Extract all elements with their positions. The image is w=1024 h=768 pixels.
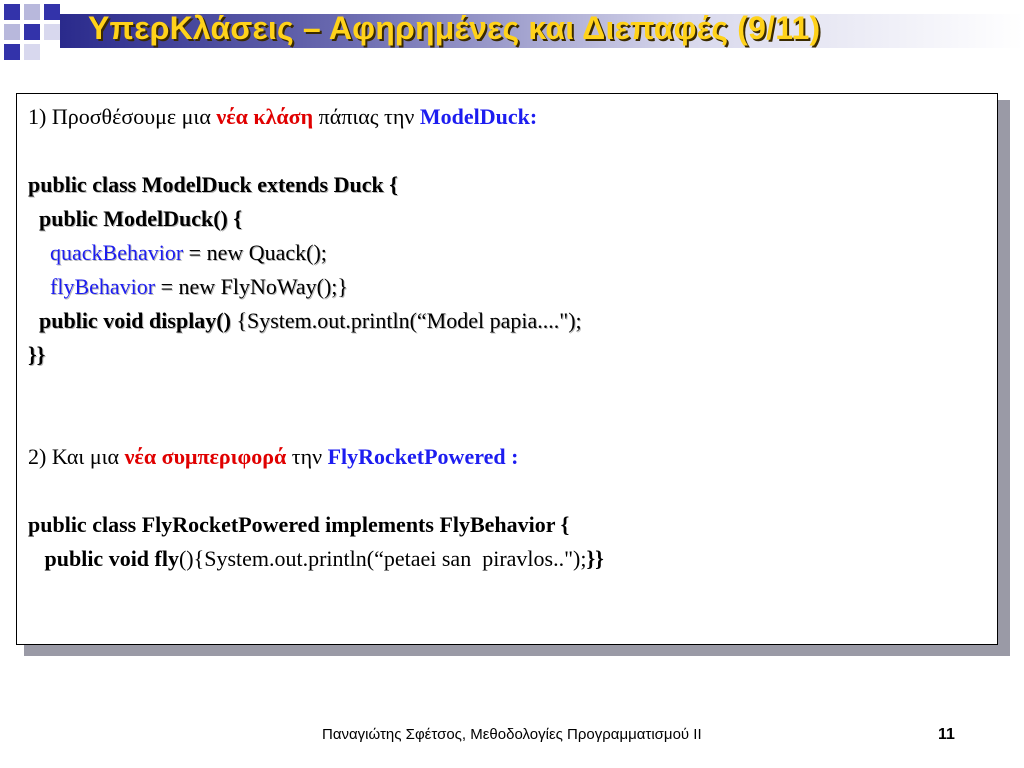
line-7: }} — [28, 342, 46, 367]
line-10: public void fly(){System.out.println(“petaei san piravlos..");}} — [28, 546, 604, 571]
blank-line — [28, 406, 988, 440]
line-2: public class ModelDuck extends Duck { — [28, 172, 398, 197]
blank-line — [28, 474, 988, 508]
line-9: public class FlyRocketPowered implements FlyBehavior { — [28, 512, 570, 537]
line-6: public void display() {System.out.println(“Model papia...."); — [28, 308, 582, 333]
line-3: public ModelDuck() { — [28, 206, 243, 231]
page-number: 11 — [938, 726, 955, 743]
footer-text: Παναγιώτης Σφέτσος, Μεθοδολογίες Προγραμματισμού ΙΙ — [322, 726, 702, 743]
code-content — [28, 100, 988, 576]
line-1: 1) Προσθέσουμε μια νέα κλάση πάπιας την ModelDuck: — [28, 104, 538, 129]
blank-line — [28, 372, 988, 406]
blank-line — [28, 134, 988, 168]
line-4: quackBehavior = new Quack(); — [50, 240, 327, 265]
line-5: flyBehavior = new FlyNoWay();} — [50, 274, 348, 299]
slide-title: ΥπερΚλάσεις – Αφηρημένες και Διεπαφές (9/11) — [88, 10, 821, 46]
line-8: 2) Και μια νέα συμπεριφορά την FlyRocketPowered : — [28, 444, 519, 469]
